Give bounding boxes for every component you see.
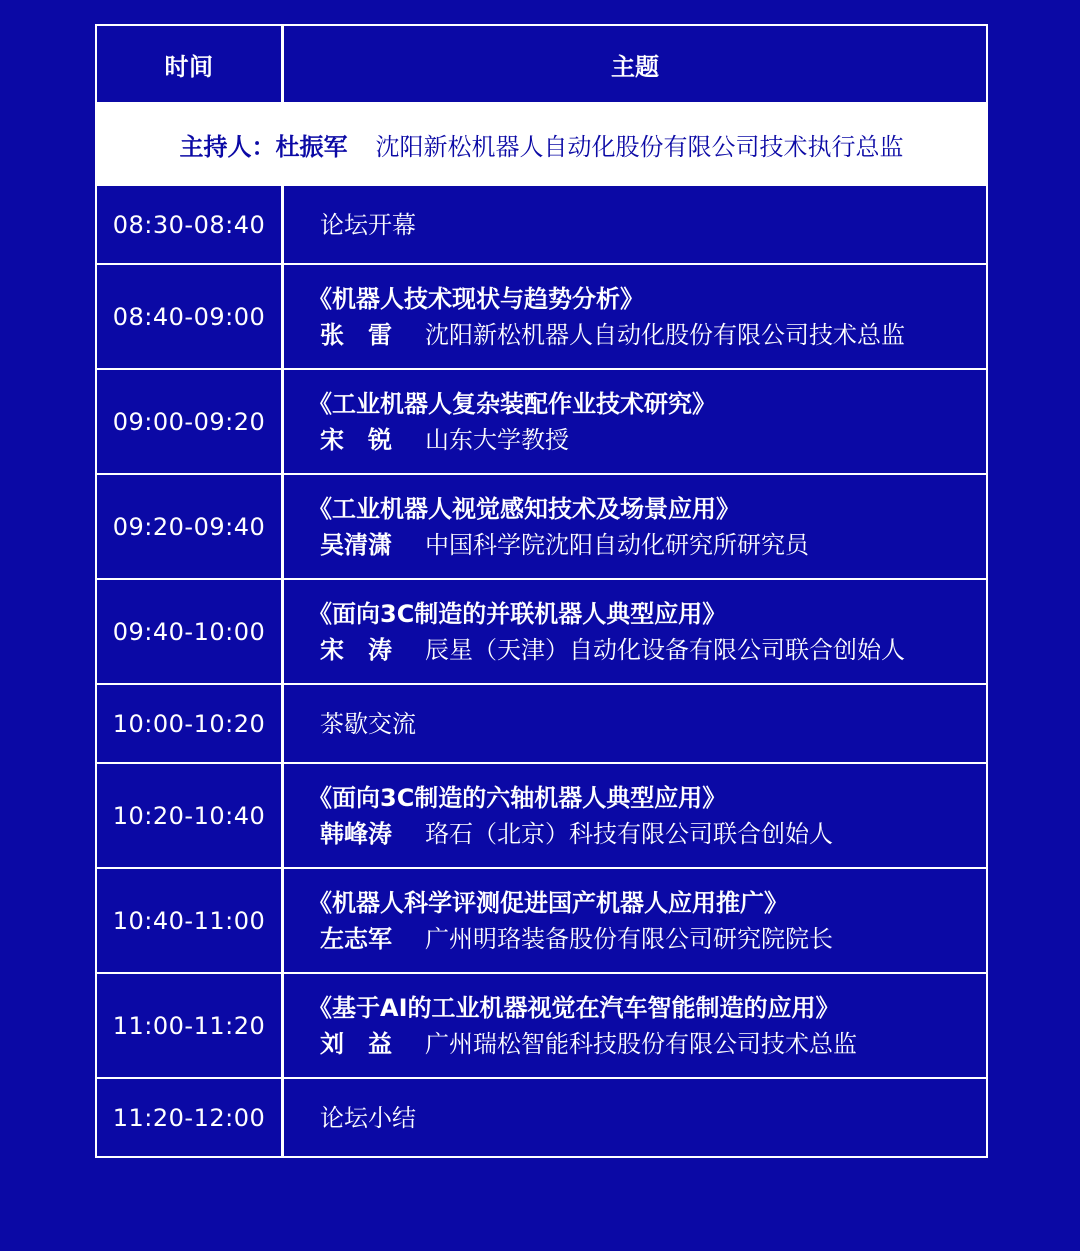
time-cell: 11:00-11:20 [97,974,284,1077]
table-row [97,764,986,869]
speaker-affiliation: 沈阳新松机器人自动化股份有限公司技术总监 [425,320,905,349]
table-header [97,26,986,104]
time-column-header: 时间 [97,26,284,102]
table-row [97,974,986,1079]
host-row [97,104,986,186]
host-label: 主持人： [179,132,276,161]
speaker-name: 张 雷 [320,320,392,349]
speaker-name: 韩峰涛 [320,819,392,848]
session-text: 茶歇交流 [320,709,416,738]
speaker-name: 左志军 [320,924,392,953]
time-cell: 09:00-09:20 [97,370,284,473]
time-cell: 09:20-09:40 [97,475,284,578]
host-name: 杜振军 [275,132,348,161]
speaker-name: 宋 锐 [320,425,392,454]
speaker-affiliation: 珞石（北京）科技有限公司联合创始人 [425,819,833,848]
time-cell: 10:00-10:20 [97,685,284,762]
table-row [97,1079,986,1156]
talk-title: 《面向3C制造的并联机器人典型应用》 [308,599,727,628]
talk-title: 《工业机器人复杂装配作业技术研究》 [308,389,716,418]
table-row [97,580,986,685]
table-row [97,685,986,764]
host-affiliation: 沈阳新松机器人自动化股份有限公司技术执行总监 [375,132,904,161]
time-cell: 10:40-11:00 [97,869,284,972]
time-cell: 11:20-12:00 [97,1079,284,1156]
session-text: 论坛开幕 [320,210,416,239]
speaker-affiliation: 山东大学教授 [425,425,569,454]
speaker-affiliation: 广州明珞装备股份有限公司研究院院长 [425,924,833,953]
talk-title: 《工业机器人视觉感知技术及场景应用》 [308,494,740,523]
schedule-table [95,24,988,1158]
table-row [97,265,986,370]
talk-title: 《机器人技术现状与趋势分析》 [308,284,644,313]
speaker-affiliation: 辰星（天津）自动化设备有限公司联合创始人 [425,635,905,664]
topic-column-header: 主题 [611,52,659,81]
time-cell: 08:40-09:00 [97,265,284,368]
speaker-name: 宋 涛 [320,635,392,664]
session-text: 论坛小结 [320,1103,416,1132]
speaker-name: 刘 益 [320,1029,392,1058]
talk-title: 《面向3C制造的六轴机器人典型应用》 [308,783,727,812]
speaker-name: 吴清潇 [320,530,392,559]
table-row [97,186,986,265]
time-cell: 10:20-10:40 [97,764,284,867]
talk-title: 《机器人科学评测促进国产机器人应用推广》 [308,888,788,917]
table-row [97,370,986,475]
talk-title: 《基于AI的工业机器视觉在汽车智能制造的应用》 [308,993,840,1022]
table-row [97,869,986,974]
time-cell: 08:30-08:40 [97,186,284,263]
speaker-affiliation: 中国科学院沈阳自动化研究所研究员 [425,530,809,559]
time-cell: 09:40-10:00 [97,580,284,683]
table-row [97,475,986,580]
speaker-affiliation: 广州瑞松智能科技股份有限公司技术总监 [425,1029,857,1058]
